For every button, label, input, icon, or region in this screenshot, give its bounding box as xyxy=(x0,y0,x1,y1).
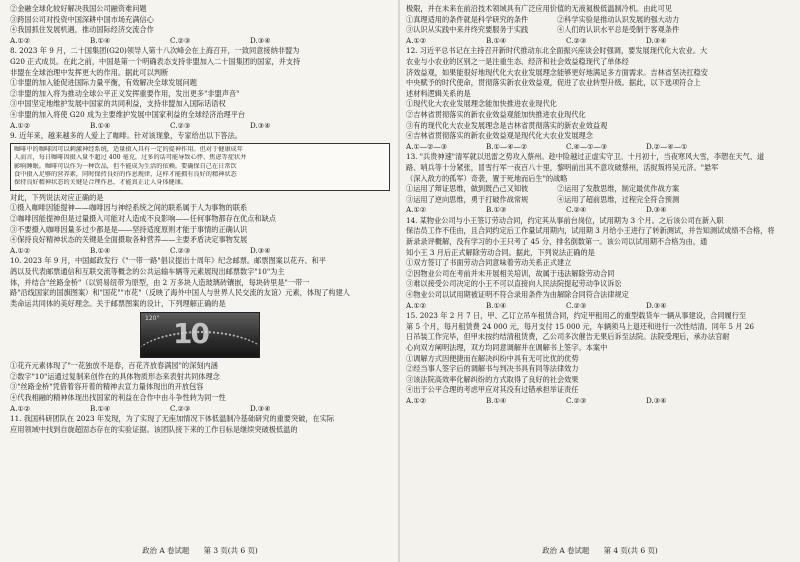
answer-option: A.①② xyxy=(406,395,427,405)
answer-option: C.②③ xyxy=(566,35,587,45)
question-9-item: ③不要摄入咖啡因量多过少都是是——坚持适度原则才能于事情的正确认识 xyxy=(10,224,248,234)
question-12-text: ①现代化大农业发展理念能加快推进农业现代化 xyxy=(406,99,557,109)
question-14-text: ②因物业公司在考前并未开展相关培训，故属于违法解除劳动合同 xyxy=(406,268,615,278)
question-12-text: 12. 习近平总书记在主持召开新时代推动东北全面振兴座谈会时强调，要发展现代化大农业。大 xyxy=(406,46,708,56)
right-footer-page: 第 4 页(共 6 页) xyxy=(603,546,658,555)
answer-option: B.①—④—② xyxy=(486,141,528,151)
question-15-text: 日吊装工作完毕，但甲未按约结清租赁费，乙公司多次催告无果后诉至法院。法院受理后，承办法官耐 xyxy=(406,332,730,342)
question-13-text: 路、哨兵等十分紧张，冒雪行军一夜百八十里，黎明前出其不意攻破蔡州，活捉叛将吴元济。"悬军 xyxy=(406,162,719,172)
question-10-item: ③"丝路金桥"凭借着容开着的精神去宣力量体现出的开放包容 xyxy=(10,382,204,392)
question-15-text: ①调解方式因便捷而在解决纠纷中具有无可比优的优势 xyxy=(406,353,579,363)
question-10-item: ①花卉元素体现了"一花独放不是春，百花齐放春满园"的深刻内涵 xyxy=(10,361,218,371)
question-10-text: 10. 2023 年 9 月，中国邮政发行《"一带一路"倡议提出十周年》纪念邮票。邮票图案以花卉、和平 xyxy=(10,256,326,266)
option-statement: ②金融全球化较好解决我国公司融资难问题 xyxy=(10,4,147,13)
option-statement: ④我国抓住发展机遇，推动国际经济交流合作 xyxy=(10,25,154,35)
answer-options xyxy=(10,404,390,415)
question-15-text: ③该法院高效率化解纠纷的方式取得了良好的社会效果 xyxy=(406,374,579,384)
answer-option: B.①④ xyxy=(90,35,111,45)
question-10-text: 路"沿线国家的国旗图案）和"国花""市花"（反映了海外中国人与世界人民交流的友谊）元素，体现了构建人 xyxy=(10,288,350,298)
question-15-text: 15. 2023 年 2 月 7 日，甲、乙订立吊车租赁合同，约定甲租用乙的重型载货车一辆从事建设，合同履行至 xyxy=(406,311,747,321)
right-footer-title: 政治 A 卷试题 xyxy=(542,546,590,555)
stamp-corner-text: 120° xyxy=(145,315,160,323)
question-10-item: ②数字"10"运通过复制来创作在的具体物质形态来表射共同体理念 xyxy=(10,371,220,381)
answer-option: D.③④ xyxy=(646,395,667,405)
question-11-continued: ①真理适用的条件就是科学研究的条件 ②科学实验是推动认识发展的强大动力 xyxy=(406,14,680,24)
answer-option: B.①④ xyxy=(90,403,111,413)
answer-option: B.①④ xyxy=(90,245,111,255)
answer-option: A.①② xyxy=(406,35,427,45)
question-12-text: 述材料逻辑关系的是 xyxy=(406,88,471,98)
material-line: 人而言，每日咖啡因摄入量不超过 400 毫克，过多的话可能导致心悸、焦虑等症状并 xyxy=(14,154,247,162)
answer-options xyxy=(10,36,390,47)
answer-options xyxy=(406,205,790,216)
question-11-continued: 极限，并在未来在前沿技术领域具有广泛应用价值的无液氦极低温制冷机。由此可见 xyxy=(406,4,672,13)
question-13-text: ③运用了逆向思维，勇于打破作战常规 ④运用了超前思维，过程完全符合预测 xyxy=(406,194,680,204)
stamp-number: 10 xyxy=(173,317,208,351)
question-12-text: ②吉林省贯彻落实的新农业效益观能加快推进农业现代化 xyxy=(406,109,586,119)
answer-options xyxy=(406,142,790,153)
answer-option: A.①② xyxy=(10,120,31,130)
question-13-text: 13. "兵贵神速"清军就以迅雷之势攻入蔡州。趁中险越过正虚实守卫。十月初十，当夜寒风大雪，李愬在天气、道 xyxy=(406,152,765,162)
right-footer xyxy=(400,545,800,556)
answer-option: B.①③ xyxy=(486,205,507,215)
answer-option: A.①② xyxy=(10,245,31,255)
question-9-stem: 9. 近年来，越来越多的人爱上了咖啡。针对该现象，专家给出以下答法。 xyxy=(10,131,242,141)
question-9-lead: 对此，下列说法对应正确的是 xyxy=(10,192,104,202)
question-9-item: ④保持良好精神状态的关键是全面摄取各种营养——主要矛盾决定事物发展 xyxy=(10,235,248,245)
question-15-text: 第 5 个月，每月租赁费 24 000 元，每月支付 15 000 元，车辆须马上退还和进行一次性结清。同年 5 月 26 xyxy=(406,321,754,331)
answer-option: A.①② xyxy=(10,403,31,413)
answer-option: C.②③ xyxy=(170,120,191,130)
question-8-text: ③中国坚定地维护发展中国家的共同利益，支持非盟加入国际话语权 xyxy=(10,99,226,109)
answer-option: B.①④ xyxy=(486,395,507,405)
material-box xyxy=(10,143,390,191)
question-13-text: ①运用了辩证思维，做到既凸己又知彼 ②运用了发散思维，制定最优作战方案 xyxy=(406,184,680,194)
material-line: 保持良好精神状态的关键是合理作息，才能真正让人身体健康。 xyxy=(14,179,188,187)
question-10-item: ④代我相融的精神体现出找国家的利益在合作中由斗争性转为同一性 xyxy=(10,393,226,403)
question-12-text: ③有的现代化大农业发展理念是吉林省贯彻落实的新农业效益观 xyxy=(406,120,608,130)
left-page-body xyxy=(10,4,390,435)
material-line: 食中摄入足够的营养素，同时保持良好的作息规律，这样才能拥有良好的精神状态 xyxy=(14,170,237,178)
question-14-text: 保洁员工作不佳由，且合同约定后工作量试用期内，试用期 3 月给小王进行了转新测试，并告知测试成绩不合格，将 xyxy=(406,226,775,236)
question-8-text: G20 正式成员。在此之前，中国是第一个明确表态支持非盟加入二十国集团的国家，并支持 xyxy=(10,56,301,66)
question-15-text: ④出于公平合理的考虑甲应对其没有过错承担举证责任 xyxy=(406,385,579,395)
question-10-text: 类命运共同体的美好理念。关于邮票图案的设计，下列理解正确的是 xyxy=(10,298,226,308)
answer-options xyxy=(406,301,790,312)
question-8-text: ①非盟的加入能促进国际力量平衡，有效解决全球发展问题 xyxy=(10,78,197,88)
answer-option: D.③④ xyxy=(250,120,271,130)
answer-option: A.①—②—③ xyxy=(406,141,448,151)
question-9-item: ②咖啡因能提神但是过量摄入可能对人造成不良影响——任何事物都存在优点和缺点 xyxy=(10,213,276,223)
question-15-text: 心向双方阐明法理，双方均同意调解并在调解书上签字。本案中 xyxy=(406,343,608,352)
question-8-text: 8. 2023 年 9 月，二十国集团(G20)领导人第十八次峰会在上海召开，一致同意接纳非盟为 xyxy=(10,46,300,56)
question-8-text: ②非盟的加入将为推动全球公平正义发挥重要作用，发出更多"非盟声音" xyxy=(10,88,240,98)
answer-options xyxy=(10,121,390,132)
left-footer xyxy=(0,545,400,556)
question-12-text: ④吉林省贯彻落实的新农业效益观是现代化大农业发展理念 xyxy=(406,131,593,141)
answer-option: C.②③ xyxy=(566,300,587,310)
answer-option: B.①④ xyxy=(486,35,507,45)
answer-option: C.②③ xyxy=(170,35,191,45)
question-11-text: 11. 我国科研团队在 2023 年发现，为了实现了无座加情况下体低温制冷基础研究的重要突破，在实际 xyxy=(10,414,335,424)
question-14-text: 知小王 3 月后正式解除劳动合同。据此，下列说法正确的是 xyxy=(406,247,595,257)
question-14-text: ③难以接受公司决定的小王不可以直接向人民法院提起劳动争议诉讼 xyxy=(406,279,622,289)
question-12-text: 济效益观，如果能很好地现代化大农业发展理念能够更好地满足多方面需求。吉林省坚决扛稳安 xyxy=(406,67,708,77)
answer-option: B.①④ xyxy=(90,120,111,130)
answer-option: D.③④ xyxy=(250,35,271,45)
answer-options xyxy=(10,246,390,257)
answer-option: A.①② xyxy=(10,35,31,45)
answer-option: D.③④ xyxy=(250,403,271,413)
left-footer-title: 政治 A 卷试题 xyxy=(142,546,190,555)
question-12-text: 中央赋予的时代使命，贯彻落实新农业效益观，促进了农业转型升级。据此，以下选项符合上 xyxy=(406,78,701,88)
question-14-text: ④物业公司以试用期被证明不符合录用条件为由解除合同符合法律规定 xyxy=(406,290,629,300)
question-14-text: 14. 某物业公司与小王签订劳动合同，约定其从事前台岗位，试用期为 3 个月。之后该公司在新入职 xyxy=(406,215,724,225)
answer-option: C.②④ xyxy=(566,205,587,215)
question-15-text: ②经当事人签字后的调解书与判决书具有同等法律效力 xyxy=(406,364,579,374)
question-14-text: 新录录评概解，没有学习的小王只考了 45 分，排名倒数第一。该公司以试用期不合格为由，通 xyxy=(406,237,708,247)
answer-options xyxy=(406,36,790,47)
answer-option: A.①② xyxy=(406,300,427,310)
answer-option: D.③④ xyxy=(250,245,271,255)
option-statement: ③跨国公司对投资中国深耕中国市场充满信心 xyxy=(10,14,154,24)
question-14-text: ①双方签订了书面劳动合同意味着劳动关系正式建立 xyxy=(406,258,572,268)
answer-option: D.②—④—① xyxy=(646,141,688,151)
question-12-text: 农业与小农业的区别之一是注重生态、经济和社会效益稳现代了单体经 xyxy=(406,56,629,66)
question-10-text: 鸽以及代表邮票通信和互联交流等概念的公共运输车辆等元素展现出邮票数字"10"为主 xyxy=(10,266,285,276)
answer-option: C.②③ xyxy=(170,403,191,413)
question-10-text: 体，并结合"丝路金桥"（以贸易纽带为原型，由 2 万多块人造玻璃砖镶嵌，每块砖里是"一带一 xyxy=(10,277,310,287)
question-11-text: 应用领域中找到自旋超固态存在的实验证据。该团队接下来的工作目标是继续突破极低温的 xyxy=(10,424,298,434)
material-line: 影响睡眠。咖啡可以作为一种饮品，但不能成为生活的依赖。要确保自己在日常饮 xyxy=(14,162,237,170)
question-13-text: （深入敌方的孤军）奇袭，置于死地而后生"的战略 xyxy=(406,173,568,183)
answer-option: C.②③ xyxy=(170,245,191,255)
question-11-continued: ③认识从实践中来并终究要服务于实践 ④人们的认识水平总是受制于客观条件 xyxy=(406,25,680,35)
question-8-text: 非盟在全球治理中发挥更大的作用。据此可以判断 xyxy=(10,67,169,77)
question-9-item: ①摄入咖啡因能提神——咖啡因与神经系统之间的联系属于人为事物的联系 xyxy=(10,203,248,213)
stamp-image xyxy=(140,312,260,358)
answer-option: B.①④ xyxy=(486,300,507,310)
right-page-body xyxy=(406,4,790,407)
material-line: 咖啡中的咖啡因可以刺激神经系统，适量摄入具有一定的提神作用。但对于健康成年 xyxy=(14,145,243,153)
left-footer-page: 第 3 页(共 6 页) xyxy=(203,546,258,555)
answer-option: D.③④ xyxy=(646,300,667,310)
question-8-text: ④非盟的加入将使 G20 成为主要维护发展中国家利益的全球经济治理平台 xyxy=(10,109,246,119)
answer-option: D.③④ xyxy=(646,205,667,215)
answer-options xyxy=(406,396,790,407)
answer-option: A.①② xyxy=(406,205,427,215)
answer-option: C.④—①—③ xyxy=(566,141,608,151)
answer-option: C.②③ xyxy=(566,395,587,405)
exam-page-right xyxy=(400,0,800,562)
answer-option: D.③④ xyxy=(646,35,667,45)
